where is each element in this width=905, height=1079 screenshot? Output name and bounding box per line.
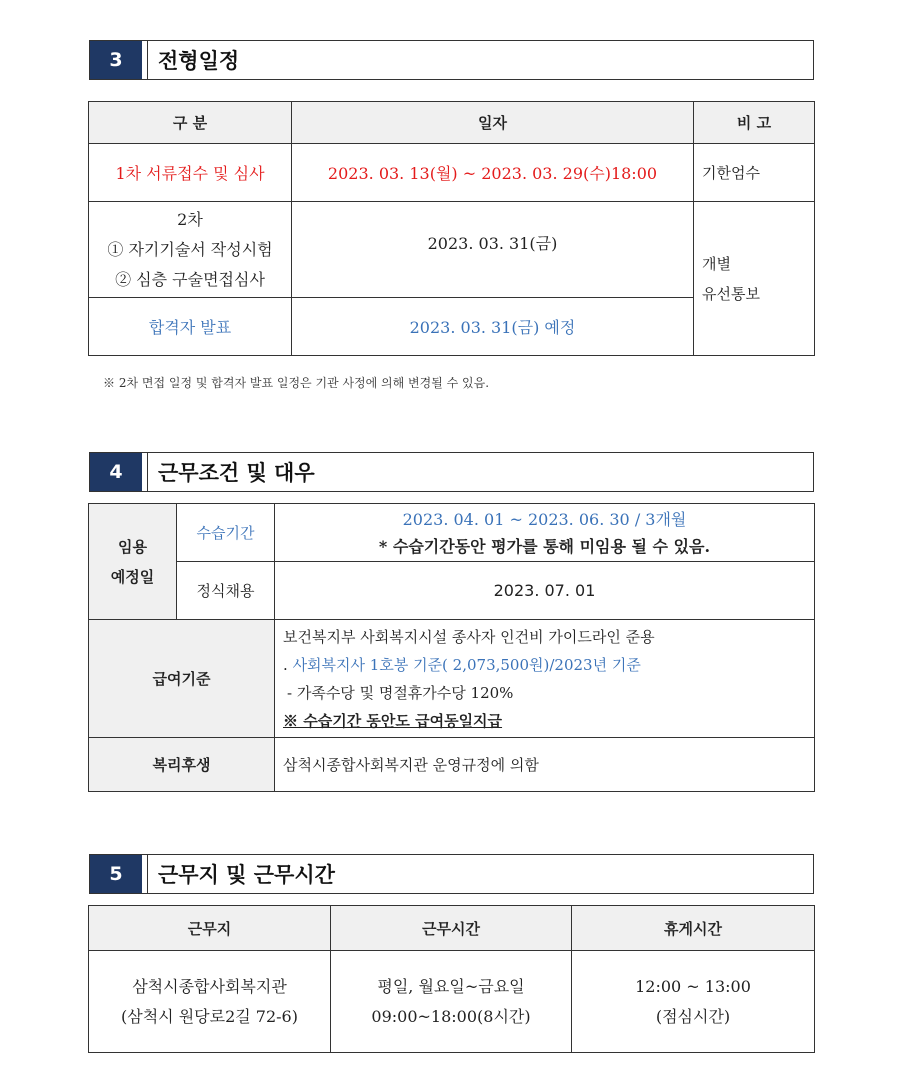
probation-note: * 수습기간동안 평가를 통해 미임용 될 수 있음. <box>378 536 711 556</box>
workplace-header-place: 근무지 <box>89 906 331 951</box>
regular-date: 2023. 07. 01 <box>275 562 815 620</box>
workplace-hours-line-2: 09:00~18:00(8시간) <box>371 1006 531 1026</box>
workplace-place-line-1: 삼척시종합사회복지관 <box>132 976 287 996</box>
probation-period: 2023. 04. 01 ~ 2023. 06. 30 / 3개월 <box>402 509 687 529</box>
schedule-header-note: 비 고 <box>694 102 815 144</box>
schedule-header-date: 일자 <box>292 102 694 144</box>
workplace-table <box>88 905 815 1053</box>
section-3-title: 전형일정 <box>158 49 240 73</box>
probation-cell <box>275 504 815 562</box>
section-5-header <box>89 854 814 894</box>
welfare-label: 복리후생 <box>89 738 275 792</box>
appointment-label-line-2: 예정일 <box>110 567 155 586</box>
workplace-header-break: 휴게시간 <box>572 906 815 951</box>
schedule-header-category: 구 분 <box>89 102 292 144</box>
salary-label: 급여기준 <box>89 620 275 738</box>
welfare-text: 삼척시종합사회복지관 운영규정에 의함 <box>275 738 815 792</box>
conditions-table <box>88 503 815 792</box>
salary-line-4: ※ 수습기간 동안도 급여동일지급 <box>283 711 503 730</box>
schedule-row-3-category: 합격자 발표 <box>89 298 292 356</box>
schedule-row-2-category <box>89 202 292 298</box>
workplace-place <box>89 951 331 1053</box>
workplace-header-hours: 근무시간 <box>331 906 572 951</box>
section-4-number: 4 <box>90 453 147 491</box>
schedule-footnote: ※ 2차 면접 일정 및 합격자 발표 일정은 기관 사정에 의해 변경될 수 있음. <box>103 376 490 390</box>
workplace-break-line-2: (점심시간) <box>655 1006 731 1026</box>
schedule-row-2-line-2: ① 자기기술서 작성시험 <box>107 239 273 259</box>
probation-label: 수습기간 <box>177 504 275 562</box>
workplace-break <box>572 951 815 1053</box>
salary-bullet: . <box>283 655 288 674</box>
workplace-hours <box>331 951 572 1053</box>
schedule-row-1-note: 기한엄수 <box>694 144 815 202</box>
schedule-row-1-category: 1차 서류접수 및 심사 <box>89 144 292 202</box>
schedule-row-3-date: 2023. 03. 31(금) 예정 <box>292 298 694 356</box>
appointment-label <box>89 504 177 620</box>
salary-cell <box>275 620 815 738</box>
salary-line-2-text: 사회복지사 1호봉 기준( 2,073,500원)/2023년 기준 <box>292 655 641 674</box>
schedule-row-2-date: 2023. 03. 31(금) <box>292 202 694 298</box>
schedule-row-2-line-3: ② 심층 구술면접심사 <box>115 269 265 289</box>
section-5-number: 5 <box>90 855 147 893</box>
schedule-merged-note-line-2: 유선통보 <box>702 284 760 303</box>
regular-label: 정식채용 <box>177 562 275 620</box>
salary-line-2 <box>283 651 814 679</box>
salary-line-3: - 가족수당 및 명절휴가수당 120% <box>287 683 514 702</box>
workplace-place-line-2: (삼척시 원당로2길 72-6) <box>121 1006 298 1026</box>
section-4-header <box>89 452 814 492</box>
workplace-break-line-1: 12:00 ~ 13:00 <box>635 976 751 996</box>
section-5-title: 근무지 및 근무시간 <box>158 863 335 887</box>
schedule-merged-note-line-1: 개별 <box>702 254 731 273</box>
section-4-title: 근무조건 및 대우 <box>158 461 315 485</box>
workplace-hours-line-1: 평일, 월요일~금요일 <box>377 976 525 996</box>
appointment-label-line-1: 임용 <box>118 537 147 556</box>
schedule-table <box>88 101 815 356</box>
section-3-header <box>89 40 814 80</box>
schedule-row-2-line-1: 2차 <box>177 209 203 229</box>
salary-line-1: 보건복지부 사회복지시설 종사자 인건비 가이드라인 준용 <box>283 627 655 646</box>
schedule-row-1-date: 2023. 03. 13(월) ~ 2023. 03. 29(수)18:00 <box>292 144 694 202</box>
schedule-merged-note <box>694 202 815 356</box>
section-3-number: 3 <box>90 41 147 79</box>
